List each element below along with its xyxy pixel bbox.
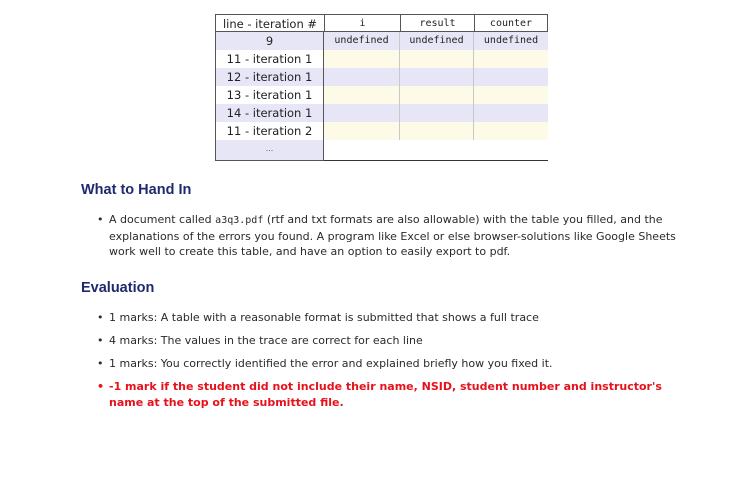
bullet-icon: • xyxy=(97,213,104,226)
cell-i xyxy=(324,86,400,104)
cell-counter xyxy=(474,50,548,68)
hand-in-heading: What to Hand In xyxy=(81,182,192,198)
evaluation-heading: Evaluation xyxy=(81,280,155,296)
table-row xyxy=(215,122,548,140)
evaluation-item-text: 4 marks: The values in the trace are correct for each line xyxy=(109,334,423,347)
list-item xyxy=(97,356,697,372)
list-item xyxy=(97,310,697,326)
cell-result xyxy=(400,122,474,140)
bullet-icon: • xyxy=(97,380,105,393)
table-row xyxy=(215,104,548,122)
hand-in-text-pre: A document called xyxy=(109,213,216,226)
header-result: result xyxy=(400,14,474,32)
header-counter: counter xyxy=(474,14,548,32)
table-row xyxy=(215,32,548,50)
ellipsis-cell: ... xyxy=(215,140,324,161)
table-row xyxy=(215,68,548,86)
cell-counter xyxy=(474,86,548,104)
bullet-icon: • xyxy=(97,334,104,347)
trace-table-header xyxy=(215,14,548,32)
cell-line: 13 - iteration 1 xyxy=(215,86,324,104)
cell-counter xyxy=(474,104,548,122)
cell-result xyxy=(400,68,474,86)
cell-line: 11 - iteration 1 xyxy=(215,50,324,68)
cell-i xyxy=(324,68,400,86)
cell-i xyxy=(324,122,400,140)
cell-i xyxy=(324,50,400,68)
list-item xyxy=(97,212,697,260)
header-i: i xyxy=(324,14,400,32)
filename-code: a3q3.pdf xyxy=(215,215,264,226)
cell-i: undefined xyxy=(324,32,400,50)
cell-i xyxy=(324,104,400,122)
header-line-iteration: line - iteration # xyxy=(215,14,324,32)
cell-result xyxy=(400,104,474,122)
table-row xyxy=(215,86,548,104)
bullet-icon: • xyxy=(97,357,104,370)
cell-result xyxy=(400,86,474,104)
cell-counter xyxy=(474,122,548,140)
cell-line: 11 - iteration 2 xyxy=(215,122,324,140)
cell-line: 14 - iteration 1 xyxy=(215,104,324,122)
evaluation-list xyxy=(97,310,697,418)
cell-line: 12 - iteration 1 xyxy=(215,68,324,86)
list-item-warning xyxy=(97,379,697,410)
hand-in-text-post: (rtf and txt formats are also allowable) with the table you filled, and the explanations of the errors you found. A program like Excel or else browser-solutions like Google Sheets work well to create this table, and have an option to easily export to pdf. xyxy=(109,213,676,258)
table-bottom-rule xyxy=(324,140,548,161)
bullet-icon: • xyxy=(97,311,104,324)
evaluation-item-text: 1 marks: You correctly identified the error and explained briefly how you fixed it. xyxy=(109,357,553,370)
evaluation-warning-text: -1 mark if the student did not include their name, NSID, student number and instructor's name at the top of the submitted file. xyxy=(109,380,662,409)
trace-table xyxy=(215,14,548,161)
hand-in-list xyxy=(97,212,697,260)
table-row xyxy=(215,50,548,68)
evaluation-item-text: 1 marks: A table with a reasonable format is submitted that shows a full trace xyxy=(109,311,539,324)
cell-result xyxy=(400,50,474,68)
list-item xyxy=(97,333,697,349)
cell-line: 9 xyxy=(215,32,324,50)
cell-counter: undefined xyxy=(474,32,548,50)
table-row-ellipsis xyxy=(215,140,548,161)
cell-result: undefined xyxy=(400,32,474,50)
cell-counter xyxy=(474,68,548,86)
